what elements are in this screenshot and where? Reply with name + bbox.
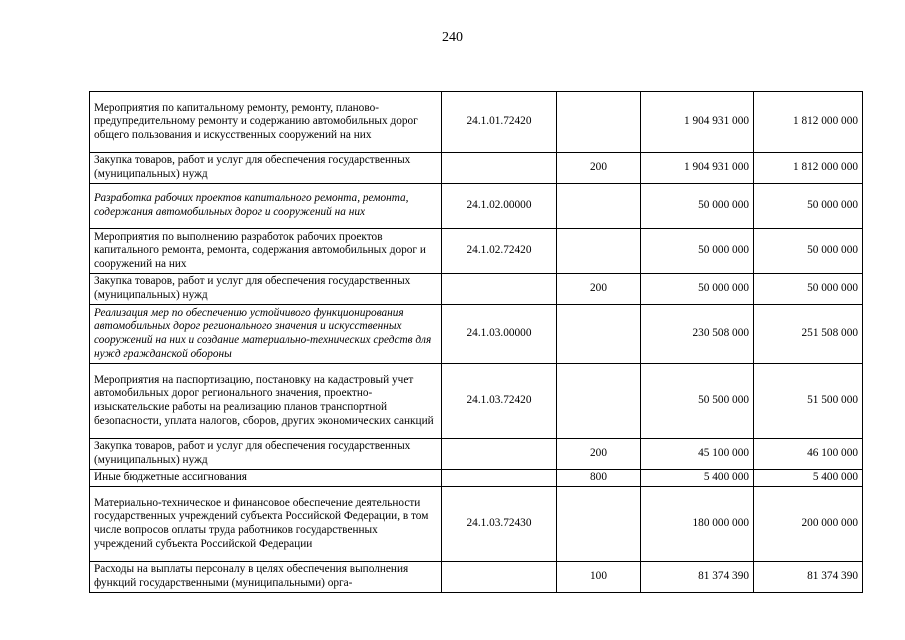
row-code	[442, 562, 557, 593]
row-type	[557, 364, 641, 439]
row-value-1: 50 000 000	[641, 229, 754, 274]
table-row	[90, 562, 863, 593]
row-value-2: 1 812 000 000	[754, 92, 863, 153]
row-type: 200	[557, 274, 641, 305]
row-name: Мероприятия на паспортизацию, постановку на кадастровый учет автомобильных дорог регионального значения, проектно-изыскательские работы на реализацию планов транспортной безопасности, уплата налогов, сборов, других экономических санкций	[90, 364, 442, 439]
row-value-1: 50 000 000	[641, 274, 754, 305]
table-row	[90, 470, 863, 487]
row-code: 24.1.03.72430	[442, 487, 557, 562]
table-row	[90, 229, 863, 274]
page-number: 240	[442, 30, 463, 45]
row-value-1: 1 904 931 000	[641, 92, 754, 153]
row-value-2: 81 374 390	[754, 562, 863, 593]
table-row	[90, 305, 863, 364]
row-name: Мероприятия по выполнению разработок рабочих проектов капитального ремонта, ремонта, содержания автомобильных дорог и сооружений на них	[90, 229, 442, 274]
budget-table	[89, 91, 863, 593]
row-value-2: 50 000 000	[754, 184, 863, 229]
row-name: Иные бюджетные ассигнования	[90, 470, 442, 487]
table-row	[90, 439, 863, 470]
row-value-1: 50 500 000	[641, 364, 754, 439]
table-row	[90, 487, 863, 562]
table-row	[90, 184, 863, 229]
row-name: Материально-техническое и финансовое обеспечение деятельности государственных учреждений субъекта Российской Федерации, в том числе вопросов оплаты труда работников государственных учреждений субъекта Российской Федерации	[90, 487, 442, 562]
row-value-1: 1 904 931 000	[641, 153, 754, 184]
row-value-2: 200 000 000	[754, 487, 863, 562]
row-value-1: 5 400 000	[641, 470, 754, 487]
row-name: Закупка товаров, работ и услуг для обеспечения государственных (муниципальных) нужд	[90, 439, 442, 470]
row-type	[557, 305, 641, 364]
table-row	[90, 153, 863, 184]
row-name: Разработка рабочих проектов капитального ремонта, ремонта, содержания автомобильных дорог и сооружений на них	[90, 184, 442, 229]
row-value-1: 81 374 390	[641, 562, 754, 593]
row-code: 24.1.02.72420	[442, 229, 557, 274]
row-value-2: 51 500 000	[754, 364, 863, 439]
row-name: Закупка товаров, работ и услуг для обеспечения государственных (муниципальных) нужд	[90, 274, 442, 305]
row-value-2: 46 100 000	[754, 439, 863, 470]
row-type	[557, 229, 641, 274]
row-value-1: 230 508 000	[641, 305, 754, 364]
row-name: Реализация мер по обеспечению устойчивого функционирования автомобильных дорог регионального значения и искусственных сооружений на них и создание материально-технических средств для нужд гражданской обороны	[90, 305, 442, 364]
row-code	[442, 153, 557, 184]
row-name: Мероприятия по капитальному ремонту, ремонту, планово-предупредительному ремонту и содержанию автомобильных дорог общего пользования и искусственных сооружений на них	[90, 92, 442, 153]
row-value-2: 5 400 000	[754, 470, 863, 487]
row-code	[442, 274, 557, 305]
row-code	[442, 470, 557, 487]
row-value-1: 45 100 000	[641, 439, 754, 470]
table-row	[90, 92, 863, 153]
row-type: 200	[557, 439, 641, 470]
row-type	[557, 184, 641, 229]
row-name: Закупка товаров, работ и услуг для обеспечения государственных (муниципальных) нужд	[90, 153, 442, 184]
row-code: 24.1.03.00000	[442, 305, 557, 364]
row-value-2: 50 000 000	[754, 274, 863, 305]
row-value-2: 251 508 000	[754, 305, 863, 364]
row-type	[557, 92, 641, 153]
row-code: 24.1.02.00000	[442, 184, 557, 229]
row-type: 100	[557, 562, 641, 593]
row-type	[557, 487, 641, 562]
row-code	[442, 439, 557, 470]
row-code: 24.1.01.72420	[442, 92, 557, 153]
row-type: 800	[557, 470, 641, 487]
row-code: 24.1.03.72420	[442, 364, 557, 439]
row-value-1: 50 000 000	[641, 184, 754, 229]
row-name: Расходы на выплаты персоналу в целях обеспечения выполнения функций государственными (муниципальными) орга-	[90, 562, 442, 593]
table-row	[90, 274, 863, 305]
table-row	[90, 364, 863, 439]
row-type: 200	[557, 153, 641, 184]
row-value-2: 50 000 000	[754, 229, 863, 274]
row-value-1: 180 000 000	[641, 487, 754, 562]
row-value-2: 1 812 000 000	[754, 153, 863, 184]
